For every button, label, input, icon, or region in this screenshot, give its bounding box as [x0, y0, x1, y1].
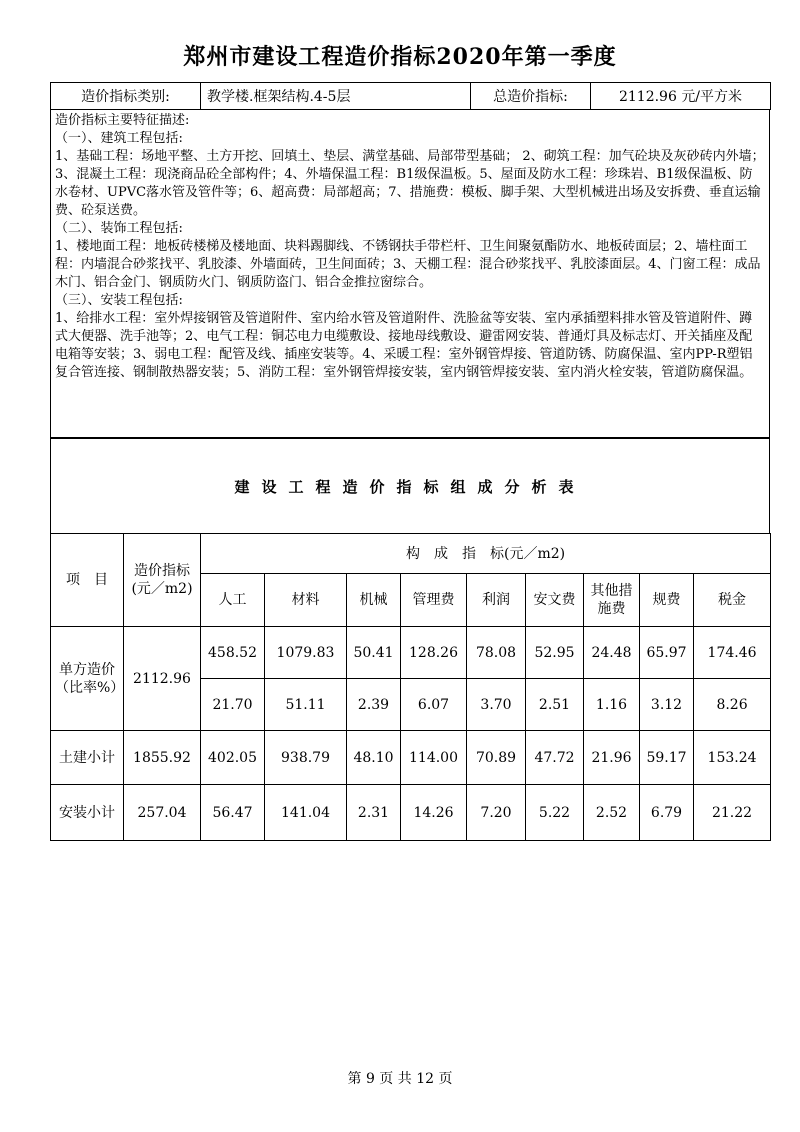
ratio-value: 3.12 — [640, 679, 694, 731]
ratio-value: 21.70 — [201, 679, 265, 731]
desc-line: （三）、安装工程包括: — [55, 293, 183, 308]
unit-value: 78.08 — [467, 627, 526, 679]
sub-header: 规费 — [640, 574, 694, 627]
civil-value: 48.10 — [347, 731, 401, 785]
sub-header: 税金 — [694, 574, 771, 627]
feature-description — [50, 110, 770, 438]
civil-value: 47.72 — [526, 731, 584, 785]
install-row-index: 257.04 — [124, 785, 201, 841]
desc-line: （一）、建筑工程包括: — [55, 131, 183, 146]
header-table — [50, 82, 771, 110]
unit-value: 50.41 — [347, 627, 401, 679]
desc-line: 造价指标主要特征描述: — [55, 113, 190, 128]
sub-header: 管理费 — [401, 574, 467, 627]
install-value: 7.20 — [467, 785, 526, 841]
page-title: 郑州市建设工程造价指标2020年第一季度 — [183, 44, 617, 70]
sub-header: 机械 — [347, 574, 401, 627]
civil-row-label: 土建小计 — [51, 731, 124, 785]
civil-row-index: 1855.92 — [124, 731, 201, 785]
total-label: 总造价指标: — [471, 83, 591, 110]
ratio-value: 3.70 — [467, 679, 526, 731]
col-item-header: 项 目 — [51, 534, 124, 627]
unit-row-label: 单方造价（比率%） — [51, 627, 124, 731]
ratio-value: 8.26 — [694, 679, 771, 731]
desc-line: 1、楼地面工程：地板砖楼梯及楼地面、块料踢脚线、不锈钢扶手带栏杆、卫生间聚氨酯防水、地板砖面层；2、墙柱面工程：内墙混合砂浆找平、乳胶漆、外墙面砖，卫生间面砖；3、天棚工程：混合砂浆找平、乳胶漆面层。4、门窗工程：成品木门、铝合金门、钢质防火门、钢质防盗门、铝合金推拉窗综合。 — [55, 239, 761, 290]
analysis-table — [50, 533, 771, 841]
sub-header: 人工 — [201, 574, 265, 627]
page-number: 第 9 页 共 12 页 — [347, 1071, 453, 1087]
desc-line: 1、基础工程：场地平整、土方开挖、回填土、垫层、满堂基础、局部带型基础； 2、砌筑工程：加气砼块及灰砂砖内外墙；3、混凝土工程：现浇商品砼全部构件；4、外墙保温工程：B1级保温板。5、屋面及防水工程：珍珠岩、B1级保温板、防水卷材、UPVC落水管及管件等；6、超高费：局部超高；7、措施费：模板、脚手架、大型机械进出场及安拆费、垂直运输费、砼泵送费。 — [55, 149, 765, 218]
unit-value: 1079.83 — [265, 627, 347, 679]
sub-header: 其他措施费 — [584, 574, 640, 627]
unit-value: 458.52 — [201, 627, 265, 679]
analysis-title: 建设工程造价指标组成分析表 — [50, 438, 770, 534]
ratio-value: 1.16 — [584, 679, 640, 731]
col-index-header — [124, 534, 201, 627]
sub-header: 安文费 — [526, 574, 584, 627]
desc-line: （二）、装饰工程包括: — [55, 221, 183, 236]
civil-value: 70.89 — [467, 731, 526, 785]
ratio-value: 6.07 — [401, 679, 467, 731]
install-value: 2.31 — [347, 785, 401, 841]
install-value: 6.79 — [640, 785, 694, 841]
civil-value: 21.96 — [584, 731, 640, 785]
category-label: 造价指标类别: — [51, 83, 201, 110]
unit-value: 128.26 — [401, 627, 467, 679]
civil-value: 402.05 — [201, 731, 265, 785]
ratio-value: 2.39 — [347, 679, 401, 731]
category-value: 教学楼.框架结构.4-5层 — [201, 83, 471, 110]
civil-value: 59.17 — [640, 731, 694, 785]
install-value: 2.52 — [584, 785, 640, 841]
unit-value: 52.95 — [526, 627, 584, 679]
install-value: 56.47 — [201, 785, 265, 841]
sub-header: 利润 — [467, 574, 526, 627]
install-value: 14.26 — [401, 785, 467, 841]
install-value: 141.04 — [265, 785, 347, 841]
unit-value: 24.48 — [584, 627, 640, 679]
civil-value: 114.00 — [401, 731, 467, 785]
col-index-line1: 造价指标 — [134, 563, 190, 579]
civil-value: 938.79 — [265, 731, 347, 785]
ratio-value: 51.11 — [265, 679, 347, 731]
sub-header: 材料 — [265, 574, 347, 627]
install-value: 5.22 — [526, 785, 584, 841]
unit-value: 65.97 — [640, 627, 694, 679]
unit-value: 174.46 — [694, 627, 771, 679]
total-value: 2112.96 元/平方米 — [591, 83, 771, 110]
group-header: 构 成 指 标(元／m2) — [201, 534, 771, 574]
col-index-line2: (元／m2) — [131, 581, 193, 597]
desc-line: 1、给排水工程：室外焊接钢管及管道附件、室内给水管及管道附件、洗脸盆等安装、室内承插塑料排水管及管道附件、蹲式大便器、洗手池等；2、电气工程：铜芯电力电缆敷设、接地母线敷设、避雷网安装、普通灯具及标志灯、开关插座及配电箱等安装；3、弱电工程：配管及线、插座安装等。4、采暖工程：室外钢管焊接、管道防锈、防腐保温、室内PP-R塑铝复合管连接、钢制散热器安装；5、消防工程：室外钢管焊接安装，室内钢管焊接安装、室内消火栓安装，管道防腐保温。 — [55, 311, 753, 380]
unit-row-index: 2112.96 — [124, 627, 201, 731]
ratio-value: 2.51 — [526, 679, 584, 731]
install-row-label: 安装小计 — [51, 785, 124, 841]
install-value: 21.22 — [694, 785, 771, 841]
civil-value: 153.24 — [694, 731, 771, 785]
